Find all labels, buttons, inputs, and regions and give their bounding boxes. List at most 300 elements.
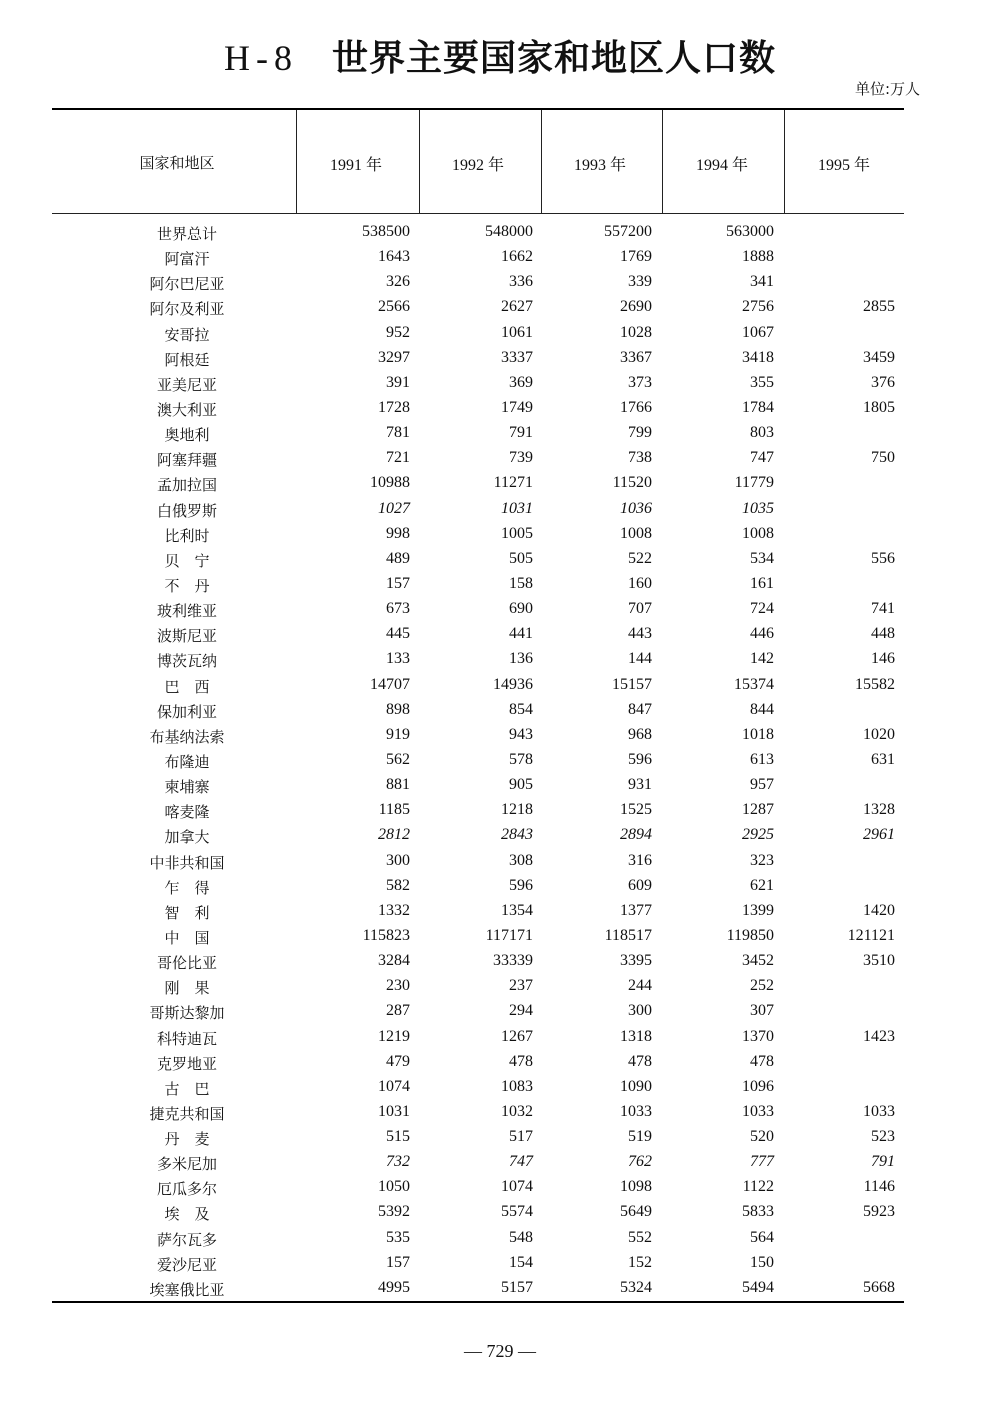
population-cell: 3452 [742,952,774,970]
population-cell: 739 [509,449,533,467]
population-cell: 931 [628,776,652,794]
country-name: 阿塞拜疆 [156,451,217,470]
population-cell: 791 [509,424,533,442]
country-name: 阿尔及利亚 [149,300,225,319]
country-name: 博茨瓦纳 [156,652,217,671]
population-cell: 14707 [370,675,410,693]
population-cell: 157 [386,1253,410,1271]
population-cell: 1219 [378,1027,410,1045]
population-cell: 578 [509,750,533,768]
population-cell: 441 [509,625,533,643]
population-cell: 799 [628,424,652,442]
table-row [52,421,904,446]
population-cell: 2925 [742,826,774,844]
country-name: 捷克共和国 [149,1104,225,1123]
table-row [52,849,904,874]
column-divider [541,110,542,213]
population-cell: 1074 [501,1178,533,1196]
population-cell: 1031 [501,499,533,517]
population-cell: 741 [871,600,895,618]
population-cell: 557200 [604,223,652,240]
population-cell: 15157 [612,675,652,693]
country-name: 布基纳法索 [149,727,225,746]
country-name: 丹 麦 [164,1130,210,1149]
country-name: 保加利亚 [156,702,217,721]
population-cell: 339 [628,273,652,291]
population-cell: 316 [628,851,652,869]
population-cell: 154 [509,1253,533,1271]
column-divider [419,110,420,213]
population-cell: 1018 [742,725,774,743]
table-row [52,1100,904,1125]
population-cell: 3418 [742,348,774,366]
population-cell: 844 [750,700,774,718]
country-name: 柬埔寨 [164,778,210,797]
population-cell: 478 [628,1052,652,1070]
population-cell: 119850 [726,926,774,944]
population-cell: 11271 [493,474,533,492]
population-cell: 1035 [742,499,774,517]
country-name: 喀麦隆 [164,803,210,822]
population-cell: 1074 [378,1077,410,1095]
population-cell: 721 [386,449,410,467]
table-row [52,572,904,597]
country-name: 澳大利亚 [156,400,217,419]
population-cell: 1050 [378,1178,410,1196]
population-cell: 11779 [734,474,774,492]
population-cell: 724 [750,600,774,618]
population-cell: 1420 [863,901,895,919]
population-cell: 613 [750,750,774,768]
table-row [52,1025,904,1050]
population-cell: 803 [750,424,774,442]
population-cell: 690 [509,600,533,618]
population-cell: 2855 [863,298,895,316]
population-cell: 952 [386,323,410,341]
table-row [52,874,904,899]
population-cell: 161 [750,574,774,592]
population-cell: 738 [628,449,652,467]
population-cell: 1370 [742,1027,774,1045]
population-cell: 998 [386,524,410,542]
population-cell: 1122 [742,1178,774,1196]
population-cell: 1377 [620,901,652,919]
table-row [52,471,904,496]
header-1991: 1991 年 [329,157,382,174]
population-cell: 478 [750,1052,774,1070]
population-cell: 621 [750,876,774,894]
population-cell: 1318 [620,1027,652,1045]
population-cell: 300 [386,851,410,869]
country-name: 爱沙尼亚 [156,1255,217,1274]
table-row [52,270,904,295]
population-cell: 300 [628,1002,652,1020]
table-row [52,949,904,974]
population-cell: 1031 [378,1102,410,1120]
population-cell: 307 [750,1002,774,1020]
population-cell: 898 [386,700,410,718]
population-cell: 1888 [742,248,774,266]
table-row [52,622,904,647]
country-name: 贝 宁 [164,551,210,570]
population-cell: 505 [509,549,533,567]
population-cell: 777 [750,1153,774,1171]
population-cell: 144 [628,650,652,668]
population-cell: 1027 [378,499,410,517]
population-cell: 5494 [742,1278,774,1296]
population-cell: 15582 [855,675,895,693]
country-name: 阿富汗 [164,250,210,269]
table-code: H-8 [223,38,298,78]
population-cell: 1423 [863,1027,895,1045]
population-cell: 355 [750,373,774,391]
population-cell: 121121 [847,926,895,944]
population-table [52,108,904,1303]
page-number: — 729 — [464,1341,536,1361]
population-cell: 2961 [863,826,895,844]
population-cell: 517 [509,1128,533,1146]
country-name: 亚美尼亚 [156,375,217,394]
population-cell: 781 [386,424,410,442]
country-name: 萨尔瓦多 [156,1230,217,1249]
country-name: 白俄罗斯 [156,501,217,520]
population-cell: 14936 [493,675,533,693]
table-row [52,245,904,270]
table-row [52,295,904,320]
population-cell: 552 [628,1228,652,1246]
table-row [52,773,904,798]
table-row [52,1125,904,1150]
population-cell: 3510 [863,952,895,970]
population-cell: 1287 [742,801,774,819]
population-cell: 747 [509,1153,533,1171]
population-cell: 142 [750,650,774,668]
population-cell: 237 [509,977,533,995]
population-cell: 1267 [501,1027,533,1045]
table-row [52,899,904,924]
population-cell: 341 [750,273,774,291]
table-row [52,371,904,396]
population-cell: 133 [386,650,410,668]
country-name: 乍 得 [164,878,210,897]
population-cell: 5668 [863,1278,895,1296]
population-cell: 294 [509,1002,533,1020]
country-name: 埃 及 [164,1205,210,1224]
population-cell: 2566 [378,298,410,316]
population-cell: 1033 [620,1102,652,1120]
population-cell: 1032 [501,1102,533,1120]
country-name: 玻利维亚 [156,602,217,621]
population-cell: 5574 [501,1203,533,1221]
table-row [52,1276,904,1301]
table-row [52,798,904,823]
country-name: 孟加拉国 [156,476,217,495]
page-title [0,30,1000,81]
population-cell: 369 [509,373,533,391]
country-name: 古 巴 [164,1079,210,1098]
country-name: 奥地利 [164,426,210,445]
population-cell: 1083 [501,1077,533,1095]
population-cell: 1061 [501,323,533,341]
table-row [52,723,904,748]
population-cell: 3367 [620,348,652,366]
population-cell: 33339 [493,952,533,970]
country-name: 波斯尼亚 [156,627,217,646]
population-cell: 373 [628,373,652,391]
population-cell: 158 [509,574,533,592]
population-cell: 1399 [742,901,774,919]
population-cell: 1008 [620,524,652,542]
table-row [52,321,904,346]
country-name: 刚 果 [164,979,210,998]
population-cell: 535 [386,1228,410,1246]
column-divider [662,110,663,213]
country-name: 中 国 [164,928,210,947]
table-row [52,1226,904,1251]
population-cell: 791 [871,1153,895,1171]
header-1992: 1992 年 [451,157,504,174]
table-row [52,823,904,848]
table-row [52,647,904,672]
table-row [52,1175,904,1200]
country-name: 多米尼加 [156,1155,217,1174]
population-cell: 1008 [742,524,774,542]
population-cell: 115823 [362,926,410,944]
population-cell: 520 [750,1128,774,1146]
population-cell: 1185 [378,801,410,819]
population-cell: 287 [386,1002,410,1020]
population-cell: 445 [386,625,410,643]
table-row [52,748,904,773]
population-cell: 943 [509,725,533,743]
table-row [52,497,904,522]
population-cell: 1096 [742,1077,774,1095]
population-cell: 152 [628,1253,652,1271]
table-row [52,924,904,949]
population-cell: 1036 [620,499,652,517]
column-divider [784,110,785,213]
table-row [52,698,904,723]
population-cell: 448 [871,625,895,643]
country-name: 布隆迪 [164,752,210,771]
population-cell: 1643 [378,248,410,266]
population-cell: 4995 [378,1278,410,1296]
population-cell: 2690 [620,298,652,316]
country-name: 阿尔巴尼亚 [149,275,225,294]
country-name: 科特迪瓦 [156,1029,217,1048]
country-name: 中非共和国 [149,853,225,872]
population-cell: 1354 [501,901,533,919]
country-name: 克罗地亚 [156,1054,217,1073]
population-cell: 150 [750,1253,774,1271]
population-cell: 1805 [863,398,895,416]
population-cell: 1525 [620,801,652,819]
population-cell: 905 [509,776,533,794]
header-country: 国家和地区 [139,154,215,172]
population-cell: 1067 [742,323,774,341]
population-cell: 5923 [863,1203,895,1221]
population-cell: 489 [386,549,410,567]
population-cell: 3337 [501,348,533,366]
population-cell: 230 [386,977,410,995]
population-cell: 522 [628,549,652,567]
table-row [52,396,904,421]
population-cell: 478 [509,1052,533,1070]
population-cell: 519 [628,1128,652,1146]
population-cell: 157 [386,574,410,592]
country-name: 埃塞俄比亚 [149,1280,225,1299]
table-row [52,446,904,471]
header-1994: 1994 年 [695,157,748,174]
population-cell: 854 [509,700,533,718]
unit-label: 单位:万人 [854,80,920,98]
population-cell: 5157 [501,1278,533,1296]
population-cell: 562 [386,750,410,768]
country-name: 比利时 [164,526,210,545]
population-cell: 596 [628,750,652,768]
population-cell: 136 [509,650,533,668]
country-name: 巴 西 [164,677,210,696]
population-cell: 1005 [501,524,533,542]
country-name: 不 丹 [164,576,210,595]
population-cell: 523 [871,1128,895,1146]
header-1993: 1993 年 [573,157,626,174]
table-row [52,999,904,1024]
population-cell: 750 [871,449,895,467]
table-row [52,974,904,999]
population-cell: 5392 [378,1203,410,1221]
population-cell: 1332 [378,901,410,919]
population-cell: 15374 [734,675,774,693]
population-cell: 3395 [620,952,652,970]
population-cell: 596 [509,876,533,894]
population-cell: 707 [628,600,652,618]
population-cell: 3459 [863,348,895,366]
country-name: 智 利 [164,903,210,922]
population-cell: 1766 [620,398,652,416]
country-name: 加拿大 [164,828,210,847]
population-cell: 564 [750,1228,774,1246]
country-name: 安哥拉 [164,325,210,344]
population-cell: 563000 [726,223,774,240]
table-title-text: 世界主要国家和地区人口数 [331,37,776,79]
population-cell: 2894 [620,826,652,844]
population-cell: 146 [871,650,895,668]
population-cell: 5649 [620,1203,652,1221]
population-cell: 336 [509,273,533,291]
population-cell: 515 [386,1128,410,1146]
population-cell: 446 [750,625,774,643]
population-cell: 5324 [620,1278,652,1296]
population-cell: 631 [871,750,895,768]
population-cell: 443 [628,625,652,643]
population-cell: 117171 [485,926,533,944]
population-cell: 2812 [378,826,410,844]
population-cell: 732 [386,1153,410,1171]
population-cell: 548000 [485,223,533,240]
population-cell: 556 [871,549,895,567]
population-cell: 1784 [742,398,774,416]
table-row [52,597,904,622]
population-cell: 1662 [501,248,533,266]
table-row [52,1050,904,1075]
population-cell: 881 [386,776,410,794]
population-cell: 376 [871,373,895,391]
table-body [52,214,904,1301]
population-cell: 673 [386,600,410,618]
population-cell: 2843 [501,826,533,844]
population-cell: 308 [509,851,533,869]
population-cell: 1749 [501,398,533,416]
country-name: 哥斯达黎加 [149,1004,225,1023]
table-row [52,673,904,698]
population-cell: 1146 [863,1178,895,1196]
population-cell: 5833 [742,1203,774,1221]
table-row [52,1150,904,1175]
population-cell: 957 [750,776,774,794]
population-cell: 919 [386,725,410,743]
population-cell: 1028 [620,323,652,341]
country-name: 哥伦比亚 [156,954,217,973]
population-cell: 538500 [362,223,410,240]
header-1995: 1995 年 [817,157,870,174]
population-cell: 1328 [863,801,895,819]
population-cell: 10988 [370,474,410,492]
population-cell: 1728 [378,398,410,416]
population-cell: 1098 [620,1178,652,1196]
table-row [52,220,904,245]
country-name: 世界总计 [156,225,217,243]
population-cell: 968 [628,725,652,743]
population-cell: 11520 [612,474,652,492]
population-cell: 244 [628,977,652,995]
population-cell: 534 [750,549,774,567]
population-cell: 118517 [604,926,652,944]
population-cell: 1090 [620,1077,652,1095]
population-cell: 762 [628,1153,652,1171]
table-row [52,346,904,371]
population-cell: 3297 [378,348,410,366]
table-row [52,522,904,547]
population-cell: 1769 [620,248,652,266]
population-cell: 479 [386,1052,410,1070]
population-cell: 1020 [863,725,895,743]
population-cell: 2756 [742,298,774,316]
population-cell: 1033 [742,1102,774,1120]
table-row [52,1200,904,1225]
population-cell: 252 [750,977,774,995]
population-cell: 326 [386,273,410,291]
population-cell: 582 [386,876,410,894]
population-cell: 391 [386,373,410,391]
population-cell: 3284 [378,952,410,970]
population-cell: 1218 [501,801,533,819]
country-name: 阿根廷 [164,350,210,369]
table-row [52,1251,904,1276]
column-divider [296,110,297,213]
table-row [52,547,904,572]
population-cell: 323 [750,851,774,869]
population-cell: 2627 [501,298,533,316]
country-name: 厄瓜多尔 [156,1180,217,1199]
population-cell: 160 [628,574,652,592]
population-cell: 548 [509,1228,533,1246]
population-cell: 847 [628,700,652,718]
table-row [52,1075,904,1100]
population-cell: 609 [628,876,652,894]
population-cell: 1033 [863,1102,895,1120]
table-header [52,110,904,214]
